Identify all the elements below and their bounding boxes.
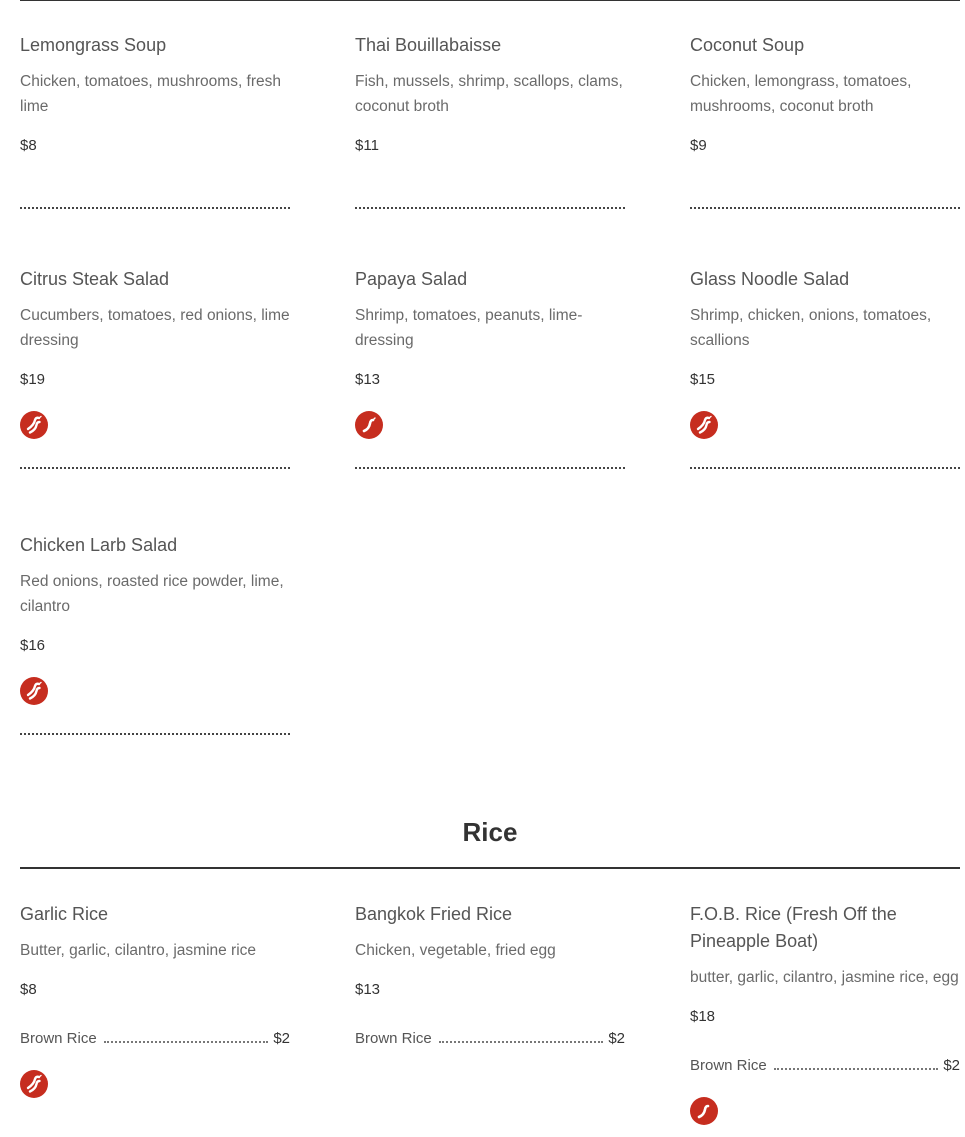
- item-name: Garlic Rice: [20, 904, 109, 924]
- dotted-separator: [690, 466, 960, 469]
- item-price: $16: [20, 637, 46, 654]
- item-description: Chicken, vegetable, fried egg: [355, 942, 556, 959]
- item-name: Glass Noodle Salad: [690, 269, 850, 289]
- chili-pepper-icon: [690, 1097, 718, 1125]
- addon-brown-rice: [20, 1029, 290, 1049]
- menu-item-chicken-larb-salad: [20, 532, 290, 705]
- dotted-separator: [355, 206, 625, 209]
- item-price: $8: [20, 981, 37, 998]
- item-price: $18: [690, 1008, 716, 1025]
- item-name: Coconut Soup: [690, 35, 805, 55]
- item-name: Citrus Steak Salad: [20, 269, 170, 289]
- addon-price: $2: [273, 1030, 290, 1047]
- two-chili-peppers-icon: [20, 677, 48, 705]
- dotted-separator: [20, 466, 290, 469]
- menu-item-bangkok-fried-rice: [355, 901, 625, 1049]
- menu-item-fob-rice: [690, 901, 960, 1125]
- addon-leader-dots: [104, 1040, 269, 1043]
- item-description: Chicken, tomatoes, mushrooms, fresh lime: [20, 73, 282, 115]
- addon-price: $2: [943, 1057, 960, 1074]
- two-chili-peppers-icon: [20, 411, 48, 439]
- item-price: $13: [355, 371, 381, 388]
- addon-label: Brown Rice: [20, 1030, 97, 1047]
- menu-item-coconut-soup: [690, 32, 960, 156]
- addon-brown-rice: [355, 1029, 625, 1049]
- menu-item-papaya-salad: [355, 266, 625, 439]
- addon-price: $2: [608, 1030, 625, 1047]
- item-description: Cucumbers, tomatoes, red onions, lime dressing: [20, 307, 290, 349]
- item-price: $13: [355, 981, 381, 998]
- item-price: $19: [20, 371, 46, 388]
- item-description: butter, garlic, cilantro, jasmine rice, egg: [690, 969, 959, 986]
- item-description: Red onions, roasted rice powder, lime, cilantro: [20, 573, 284, 615]
- two-chili-peppers-icon: [20, 1070, 48, 1098]
- item-price: $9: [690, 137, 707, 154]
- section-divider-rice: [20, 867, 960, 869]
- dotted-separator: [20, 732, 290, 735]
- addon-leader-dots: [774, 1067, 939, 1070]
- item-description: Shrimp, tomatoes, peanuts, lime-dressing: [355, 307, 583, 349]
- item-price: $8: [20, 137, 37, 154]
- addon-brown-rice: [690, 1056, 960, 1076]
- item-name: F.O.B. Rice (Fresh Off the Pineapple Boat): [690, 904, 897, 951]
- dotted-separator: [355, 466, 625, 469]
- dotted-separator: [20, 206, 290, 209]
- addon-leader-dots: [439, 1040, 604, 1043]
- item-name: Papaya Salad: [355, 269, 468, 289]
- addon-label: Brown Rice: [355, 1030, 432, 1047]
- item-description: Butter, garlic, cilantro, jasmine rice: [20, 942, 257, 959]
- section-divider-top: [20, 0, 960, 1]
- item-description: Chicken, lemongrass, tomatoes, mushrooms, coconut broth: [690, 73, 912, 115]
- dotted-separator: [690, 206, 960, 209]
- two-chili-peppers-icon: [690, 411, 718, 439]
- menu-item-citrus-steak-salad: [20, 266, 290, 439]
- item-price: $15: [690, 371, 716, 388]
- item-name: Thai Bouillabaisse: [355, 35, 502, 55]
- item-name: Chicken Larb Salad: [20, 535, 178, 555]
- item-price: $11: [355, 137, 379, 154]
- addon-label: Brown Rice: [690, 1057, 767, 1074]
- one-chili-pepper-icon: [355, 411, 383, 439]
- menu-item-garlic-rice: [20, 901, 290, 1098]
- item-name: Lemongrass Soup: [20, 35, 167, 55]
- item-description: Fish, mussels, shrimp, scallops, clams, coconut broth: [355, 73, 623, 115]
- menu-item-thai-bouillabaisse: [355, 32, 625, 156]
- menu-item-glass-noodle-salad: [690, 266, 960, 439]
- item-name: Bangkok Fried Rice: [355, 904, 513, 924]
- item-description: Shrimp, chicken, onions, tomatoes, scallions: [690, 307, 932, 349]
- menu-item-lemongrass-soup: [20, 32, 290, 156]
- section-title-rice: Rice: [462, 817, 518, 847]
